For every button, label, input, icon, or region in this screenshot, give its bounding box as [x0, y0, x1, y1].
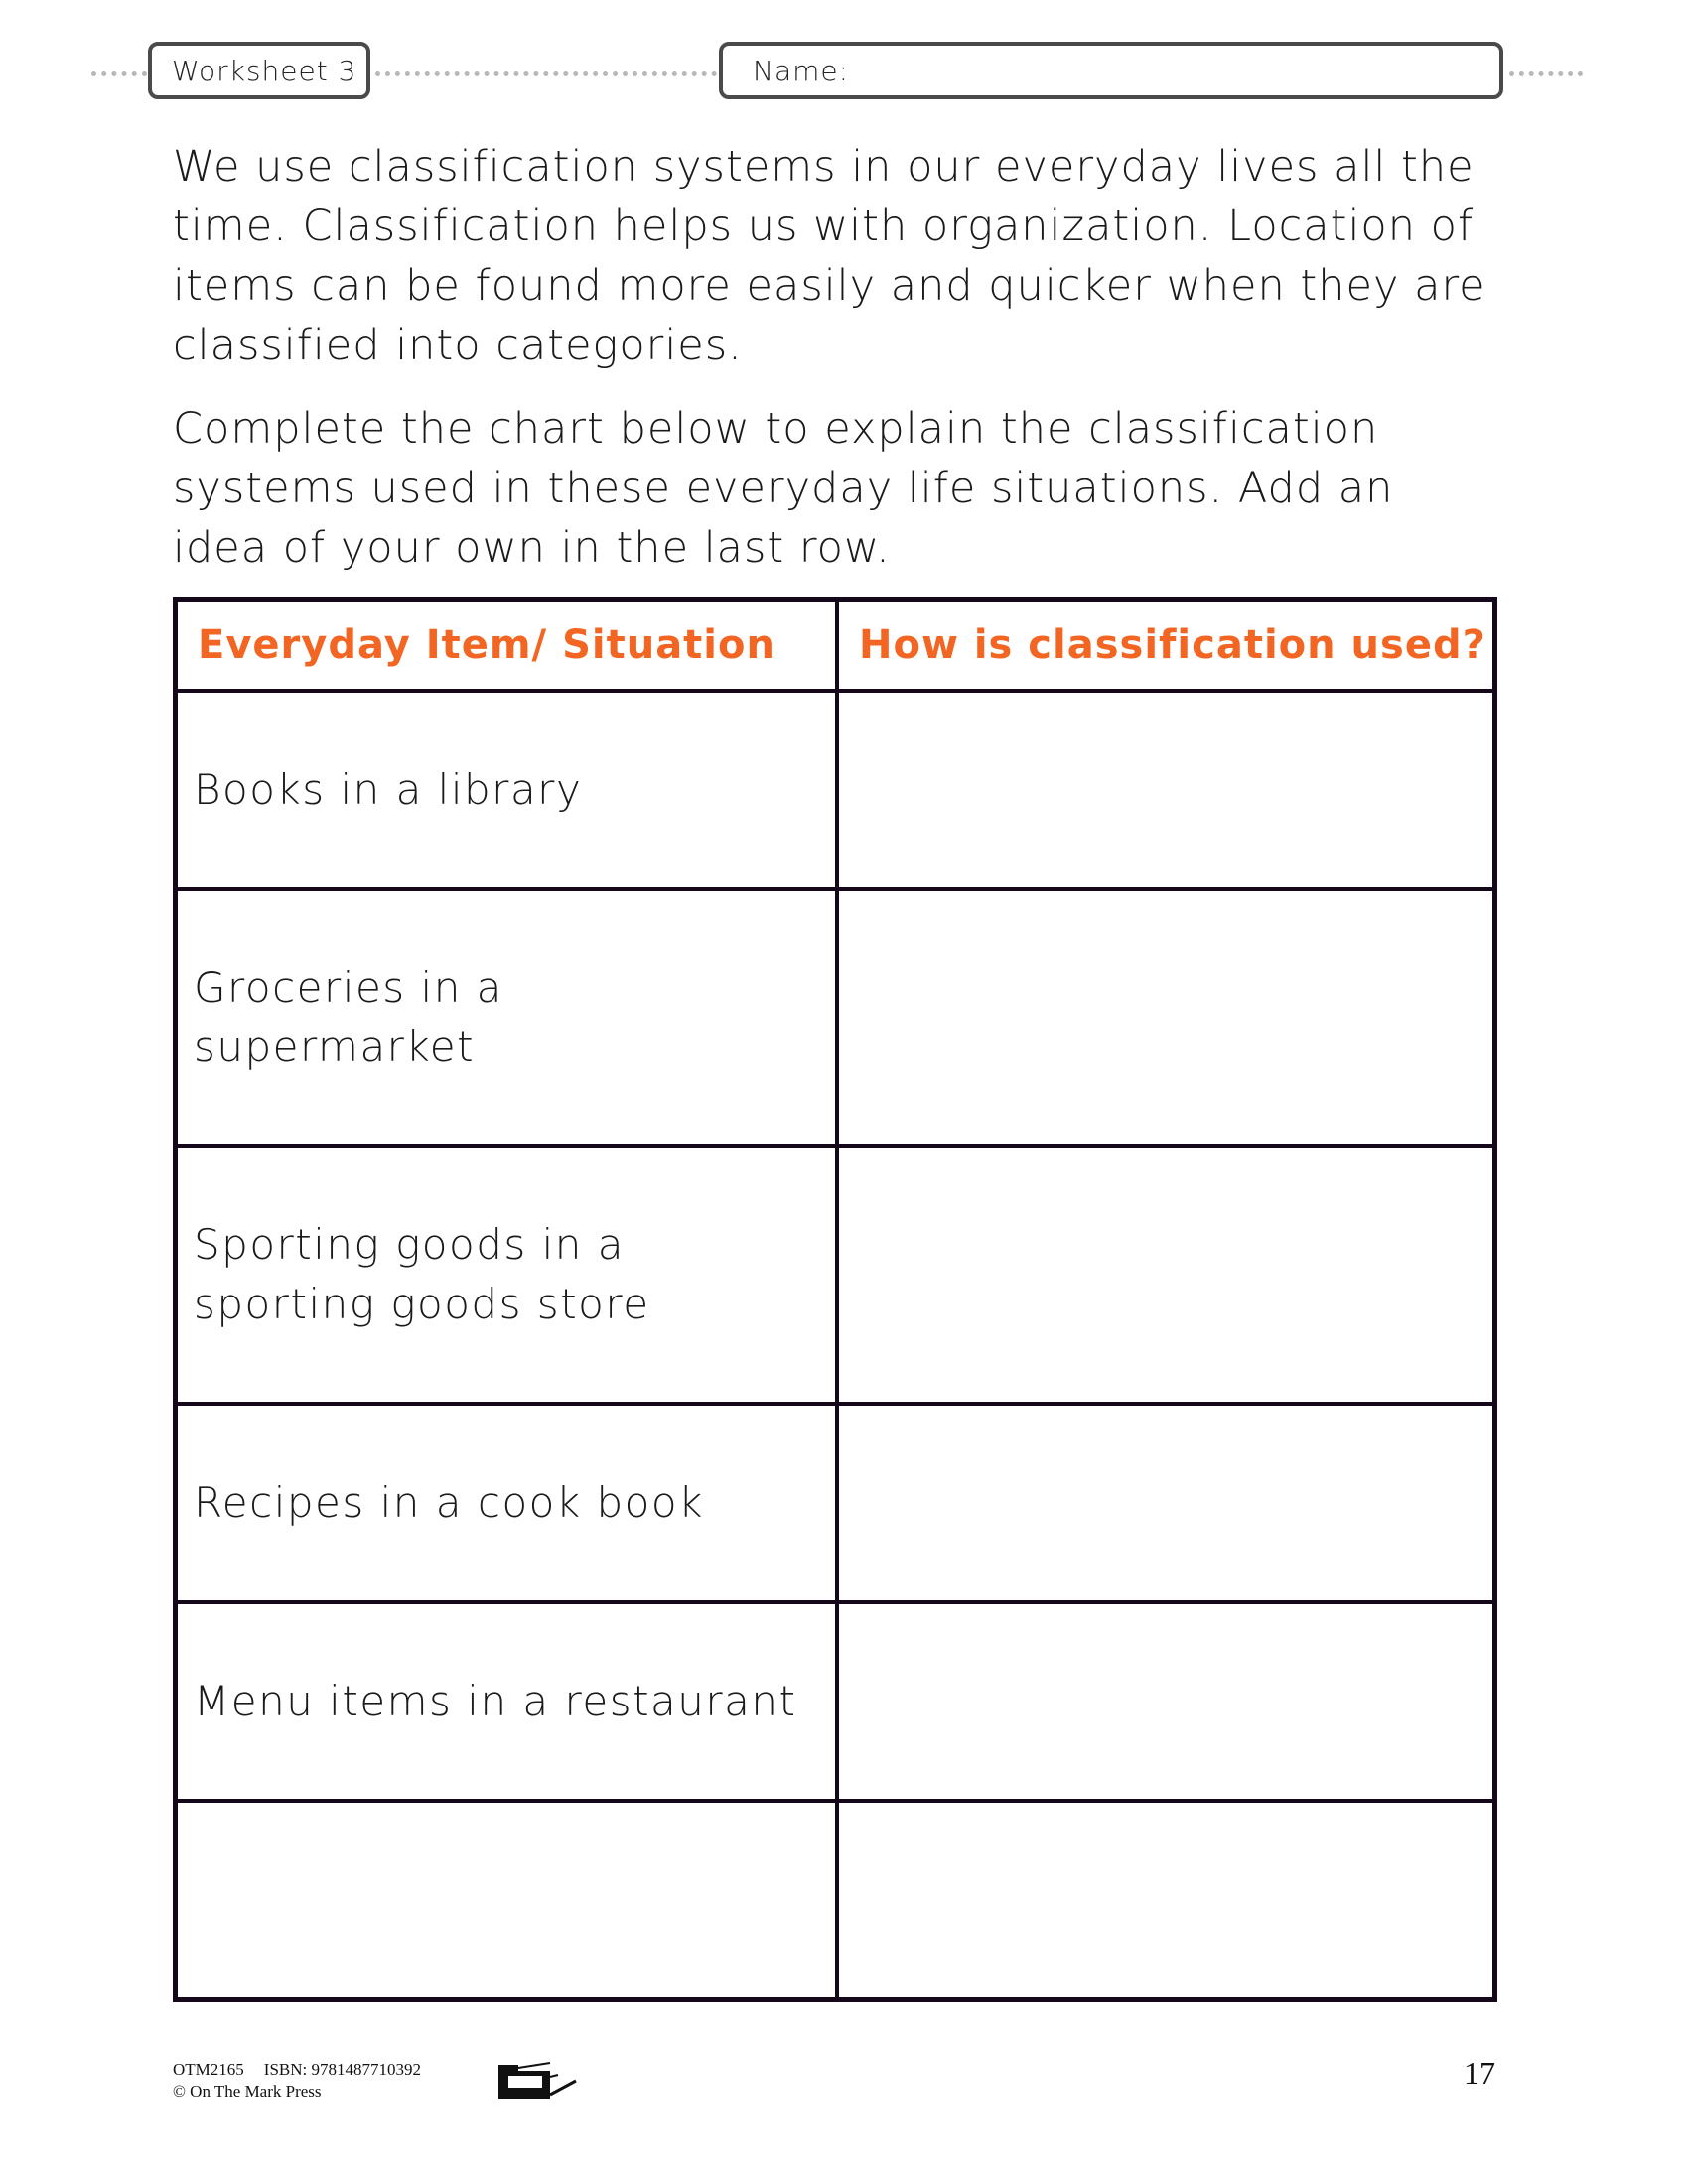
page-number: 17 — [1464, 2055, 1495, 2091]
name-field[interactable] — [719, 42, 1503, 99]
column-header-classification: How is classification used? — [837, 600, 1495, 692]
item-cell: Books in a library — [176, 691, 838, 889]
own-idea-answer-cell[interactable] — [837, 1801, 1495, 1999]
table-row-own-idea — [176, 1801, 1495, 1999]
dotted-rule-left — [91, 71, 147, 76]
copyright: © On The Mark Press — [173, 2082, 322, 2101]
item-text: Sporting goods in a sporting goods store — [194, 1220, 650, 1328]
own-idea-item-cell[interactable] — [176, 1801, 838, 1999]
intro-paragraph-1: We use classification systems in our everyday lives all the time. Classification helps us with organization. Location of items can be found more easily and quicker when they are classified into categories. — [173, 142, 1486, 370]
table-header-row — [176, 600, 1495, 692]
item-cell — [176, 889, 838, 1146]
worksheet-label: Worksheet 3 — [172, 54, 357, 87]
intro-paragraph-2: Complete the chart below to explain the classification systems used in these everyday life situations. Add an idea of your own in the last row. — [173, 404, 1394, 573]
answer-cell[interactable] — [837, 1602, 1495, 1801]
table-row — [176, 1602, 1495, 1801]
product-code: OTM2165 — [173, 2060, 244, 2079]
answer-cell[interactable] — [837, 1404, 1495, 1602]
item-cell: Recipes in a cook book — [176, 1404, 838, 1602]
item-cell — [176, 1146, 838, 1404]
table-row — [176, 1146, 1495, 1404]
dotted-rule-right — [1509, 71, 1583, 76]
table-row — [176, 691, 1495, 889]
item-cell: Menu items in a restaurant — [176, 1602, 838, 1801]
scanner-icon — [496, 2061, 580, 2101]
classification-chart — [173, 597, 1497, 2002]
item-text: Groceries in a supermarket — [194, 963, 503, 1071]
column-header-item: Everyday Item/ Situation — [176, 600, 838, 692]
table-row — [176, 889, 1495, 1146]
answer-cell[interactable] — [837, 691, 1495, 889]
publisher-info — [173, 2059, 421, 2103]
isbn: ISBN: 9781487710392 — [263, 2060, 421, 2079]
table-row — [176, 1404, 1495, 1602]
dotted-rule-middle — [375, 71, 717, 76]
answer-cell[interactable] — [837, 889, 1495, 1146]
name-label: Name: — [753, 54, 850, 87]
answer-cell[interactable] — [837, 1146, 1495, 1404]
worksheet-label-box — [148, 42, 370, 99]
